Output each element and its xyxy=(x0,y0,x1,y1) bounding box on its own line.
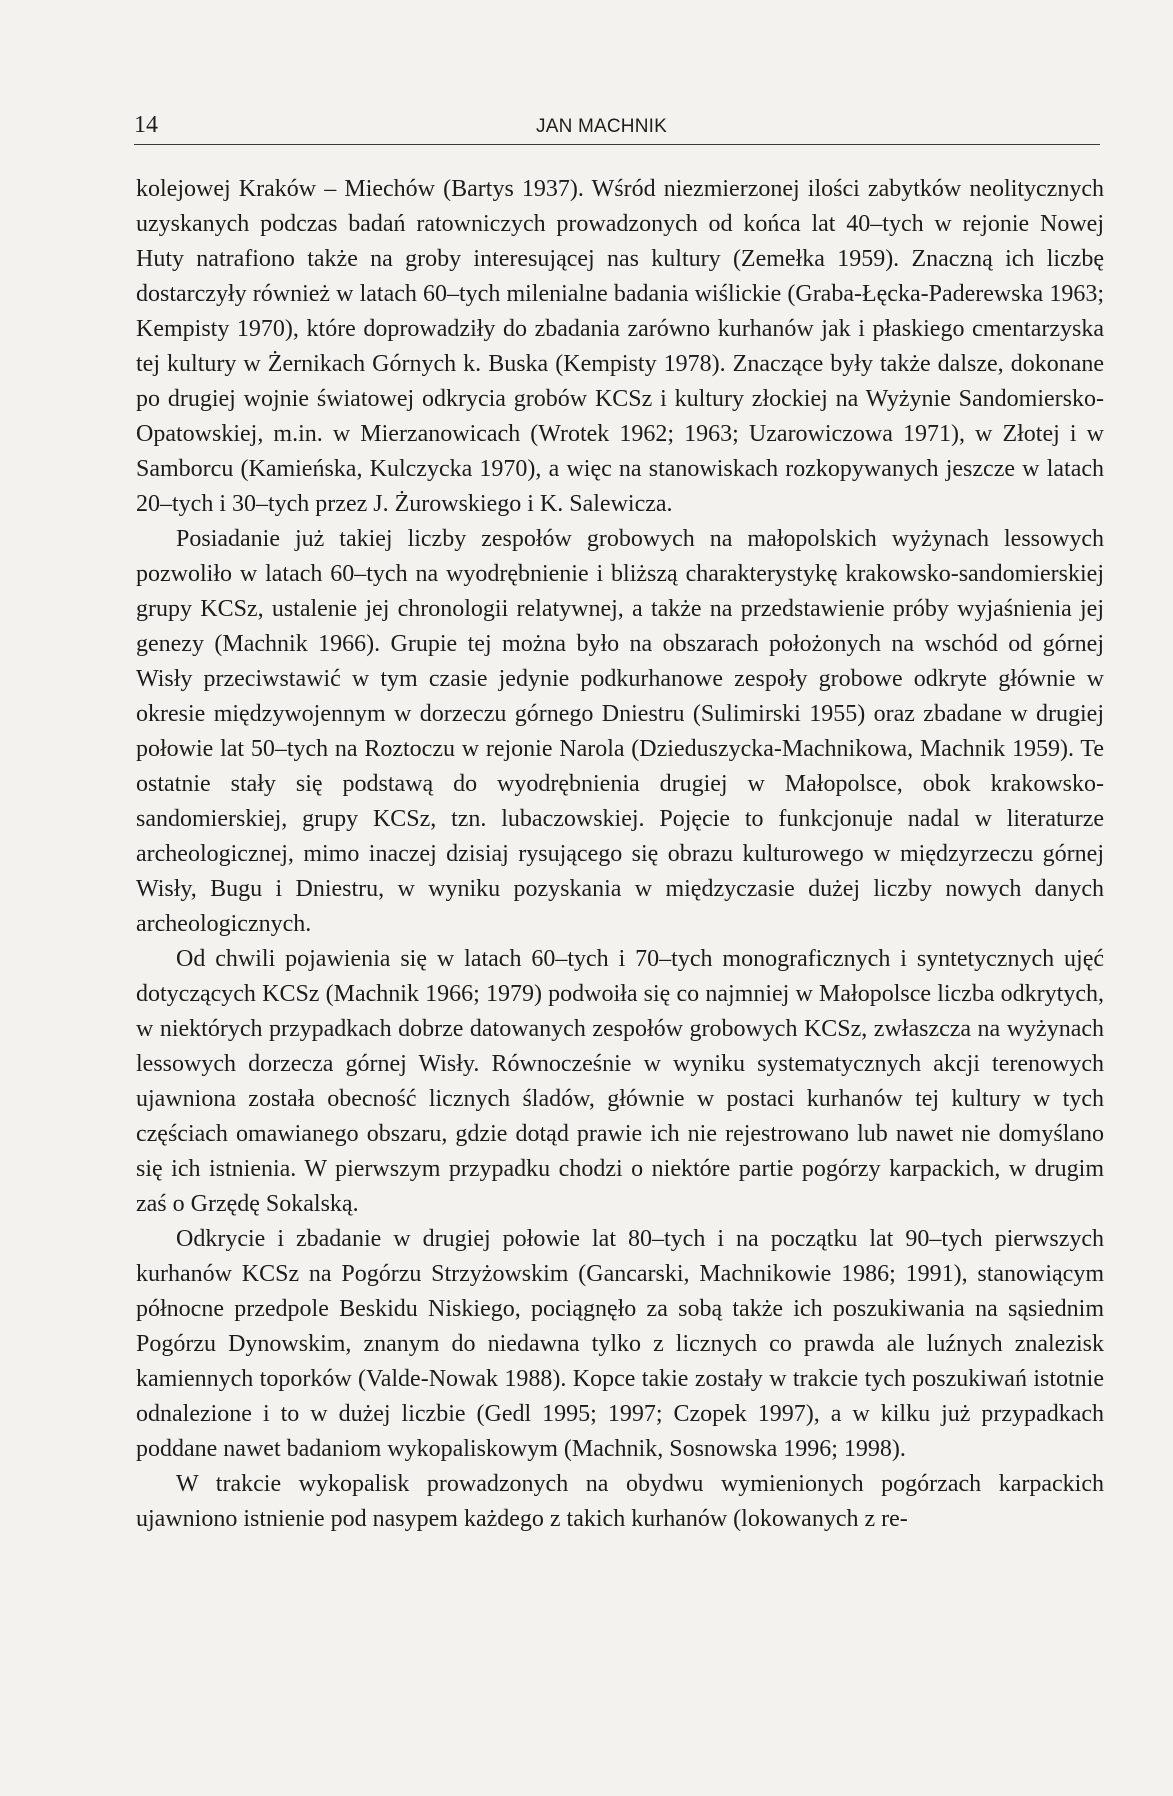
body-text xyxy=(136,172,1104,1537)
paragraph-1: kolejowej Kraków – Miechów (Bartys 1937). Wśród niezmierzonej ilości zabytków neolitycznych uzyskanych podczas badań ratowniczych prowadzonych od końca lat 40–tych w rejonie Nowej Huty natrafiono także na groby interesującej nas kultury (Zemełka 1959). Znaczną ich liczbę dostarczyły również w latach 60–tych milenialne badania wiślickie (Graba-Łęcka-Paderewska 1963; Kempisty 1970), które doprowadziły do zbadania zarówno kurhanów jak i płaskiego cmentarzyska tej kultury w Żernikach Górnych k. Buska (Kempisty 1978). Znaczące były także dalsze, dokonane po drugiej wojnie światowej odkrycia grobów KCSz i kultury złockiej na Wyżynie Sandomiersko-Opatowskiej, m.in. w Mierzanowicach (Wrotek 1962; 1963; Uzarowiczowa 1971), w Złotej i w Samborcu (Kamieńska, Kulczycka 1970), a więc na stanowiskach rozkopywanych jeszcze w latach 20–tych i 30–tych przez J. Żurowskiego i K. Salewicza. xyxy=(136,176,1104,517)
running-head: JAN MACHNIK xyxy=(536,116,667,137)
paragraph-4: Odkrycie i zbadanie w drugiej połowie lat 80–tych i na początku lat 90–tych pierwszych kurhanów KCSz na Pogórzu Strzyżowskim (Gancarski, Machnikowie 1986; 1991), stanowiącym północne przedpole Beskidu Niskiego, pociągnęło za sobą także ich poszukiwania na sąsiednim Pogórzu Dynowskim, znanym do niedawna tylko z licznych co prawda ale luźnych znalezisk kamiennych toporków (Valde-Nowak 1988). Kopce takie zostały w trakcie tych poszukiwań istotnie odnalezione i to w dużej liczbie (Gedl 1995; 1997; Czopek 1997), a w kilku już przypadkach poddane nawet badaniom wykopaliskowym (Machnik, Sosnowska 1996; 1998). xyxy=(136,1226,1104,1462)
paragraph-2: Posiadanie już takiej liczby zespołów grobowych na małopolskich wyżynach lessowych pozwoliło w latach 60–tych na wyodrębnienie i bliższą charakterystykę krakowsko-sandomierskiej grupy KCSz, ustalenie jej chronologii relatywnej, a także na przedstawienie próby wyjaśnienia jej genezy (Machnik 1966). Grupie tej można było na obszarach położonych na wschód od górnej Wisły przeciwstawić w tym czasie jedynie podkurhanowe zespoły grobowe odkryte głównie w okresie międzywojennym w dorzeczu górnego Dniestru (Sulimirski 1955) oraz zbadane w drugiej połowie lat 50–tych na Roztoczu w rejonie Narola (Dzieduszycka-Machnikowa, Machnik 1959). Te ostatnie stały się podstawą do wyodrębnienia drugiej w Małopolsce, obok krakowsko-sandomierskiej, grupy KCSz, tzn. lubaczowskiej. Pojęcie to funkcjonuje nadal w literaturze archeologicznej, mimo inaczej dzisiaj rysującego się obrazu kulturowego w międzyrzeczu górnej Wisły, Bugu i Dniestru, w wyniku pozyskania w międzyczasie dużej liczby nowych danych archeologicznych. xyxy=(136,526,1104,937)
paragraph-5: W trakcie wykopalisk prowadzonych na obydwu wymienionych pogórzach karpackich ujawniono istnienie pod nasypem każdego z takich kurhanów (lokowanych z re- xyxy=(136,1471,1104,1532)
paragraph-3: Od chwili pojawienia się w latach 60–tych i 70–tych monograficznych i syntetycznych ujęć dotyczących KCSz (Machnik 1966; 1979) podwoiła się co najmniej w Małopolsce liczba odkrytych, w niektórych przypadkach dobrze datowanych zespołów grobowych KCSz, zwłaszcza na wyżynach lessowych dorzecza górnej Wisły. Równocześnie w wyniku systematycznych akcji terenowych ujawniona została obecność licznych śladów, głównie w postaci kurhanów tej kultury w tych częściach omawianego obszaru, gdzie dotąd prawie ich nie rejestrowano lub nawet nie domyślano się ich istnienia. W pierwszym przypadku chodzi o niektóre partie pogórzy karpackich, w drugim zaś o Grzędę Sokalską. xyxy=(136,946,1104,1217)
page-number: 14 xyxy=(134,112,158,138)
page-header xyxy=(134,108,1100,145)
